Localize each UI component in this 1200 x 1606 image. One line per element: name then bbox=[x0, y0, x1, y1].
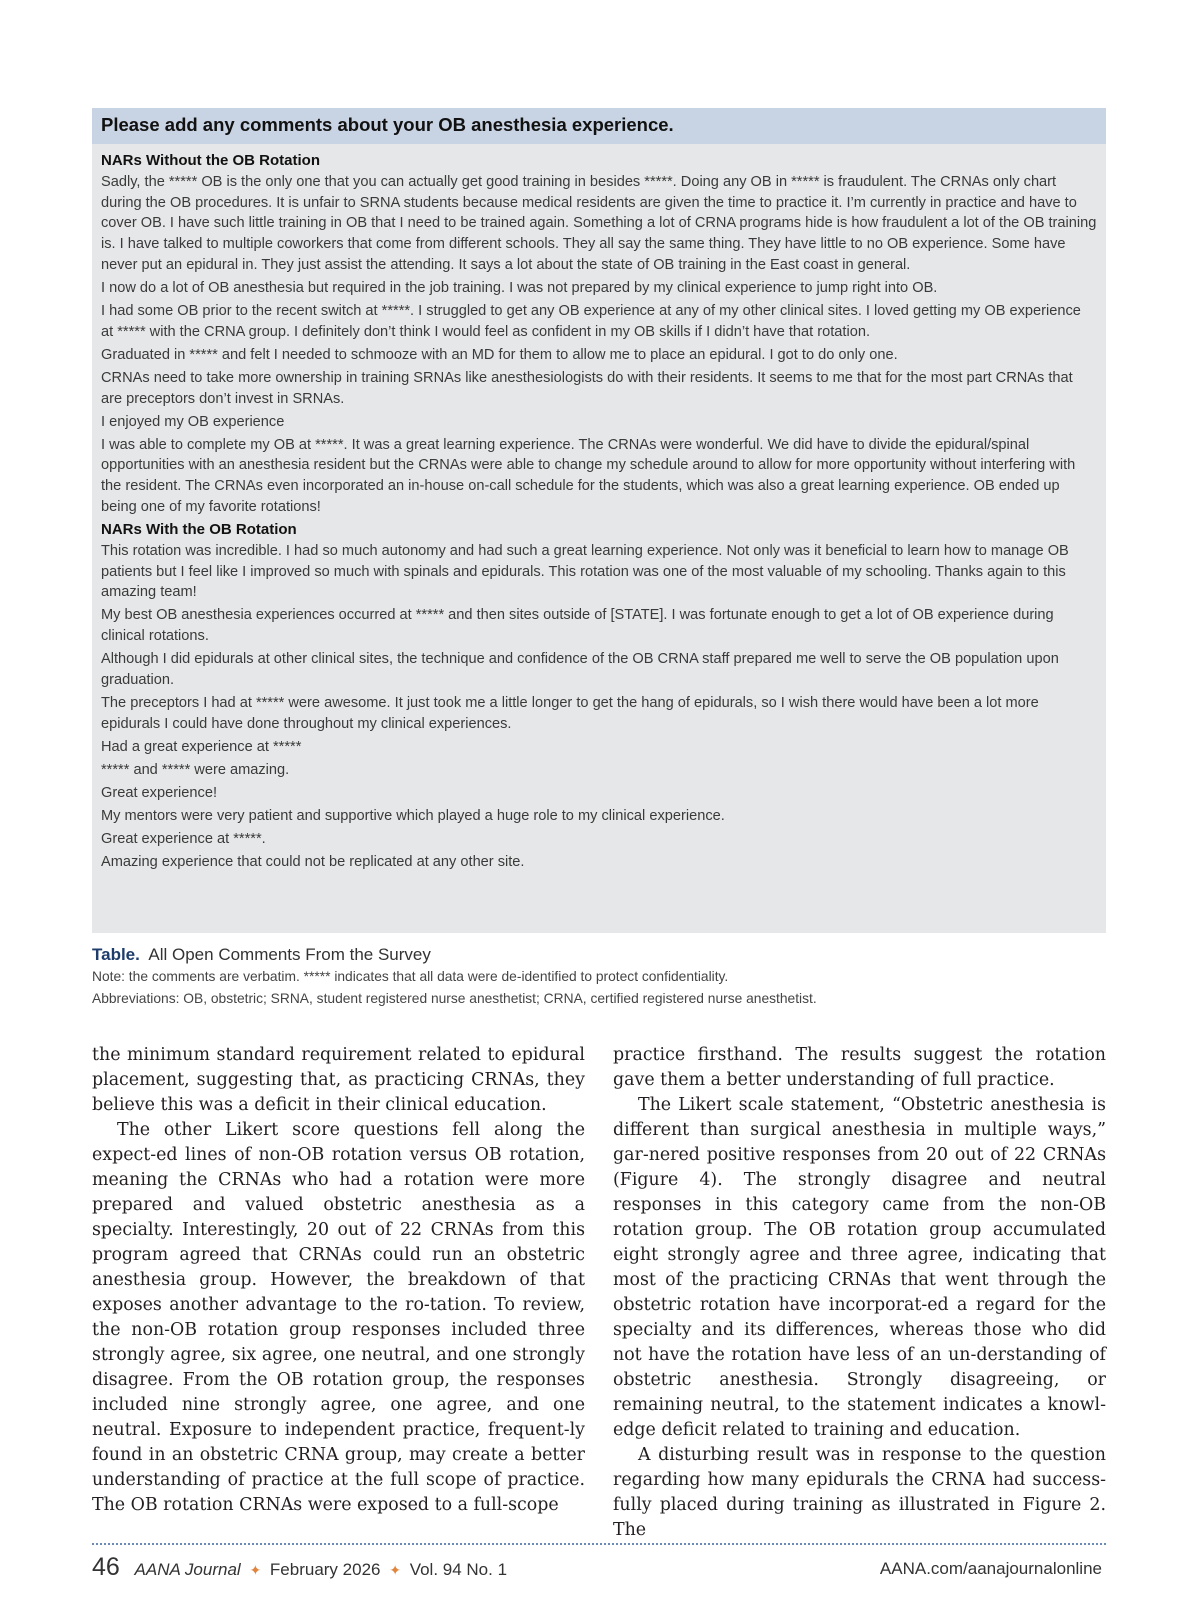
comment: The preceptors I had at ***** were awesome. It just took me a little longer to get the hang of epidurals, so I wish there would have been a lot more epidurals I could have done throughout my clinical experiences. bbox=[101, 695, 1039, 732]
comment: Great experience at *****. bbox=[101, 831, 266, 848]
issue-date: February 2026 bbox=[269, 1560, 381, 1579]
comment: I now do a lot of OB anesthesia but required in the job training. I was not prepared by my clinical experience to jump right into OB. bbox=[101, 279, 938, 296]
page-footer bbox=[92, 1553, 1106, 1583]
volume-number: Vol. 94 No. 1 bbox=[409, 1560, 508, 1579]
paragraph: The Likert scale statement, “Obstetric anesthesia is different than surgical anesthesia in multiple ways,” gar-nered positive responses from 20 out of 22 CRNAs (Figure 4). The strongly disagree and neutral responses in this category came from the non-OB rotation group. The OB rotation group accumulated eight strongly agree and three agree, indicating that most of the practicing CRNAs that went through the obstetric rotation have incorporat-ed a regard for the specialty and its differences, whereas those who did not have the rotation have less of an un-derstanding of obstetric anesthesia. Strongly disagreeing, or remaining neutral, to the statement indicates a knowl-edge deficit related to training and education. bbox=[613, 1095, 1106, 1440]
caption-title bbox=[92, 944, 1106, 966]
comment: Sadly, the ***** OB is the only one that you can actually get good training in besides *****. Doing any OB in ***** is fraudulent. The CRNAs only chart during the OB procedures. It is unfair to SRNA students because medical residents are given the time to practice it. I’m currently in practice and have to cover OB. I have such little training in OB that I need to be trained again. Something a lot of CRNA programs hide is how fraudulent a lot of the OB training is. I have talked to multiple coworkers that come from different schools. They all say the same thing. They have little to no OB experience. Some have never put an epidural in. They just assist the attending. It says a lot about the state of OB training in the East coast in general. bbox=[101, 174, 1097, 273]
caption-abbreviations: Abbreviations: OB, obstetric; SRNA, student registered nurse anesthetist; CRNA, certified registered nurse anesthetist. bbox=[92, 991, 817, 1006]
footer-divider bbox=[92, 1543, 1106, 1545]
comment: CRNAs need to take more ownership in training SRNAs like anesthesiologists do with their residents. It seems to me that for the most part CRNAs that are preceptors don’t invest in SRNAs. bbox=[101, 369, 1073, 407]
comment: I enjoyed my OB experience bbox=[101, 413, 285, 430]
table-body bbox=[92, 144, 1106, 873]
table-caption bbox=[92, 944, 1106, 1010]
comment: Although I did epidurals at other clinical sites, the technique and confidence of the OB CRNA staff prepared me well to serve the OB population upon graduation. bbox=[101, 651, 1059, 688]
group-title-with-rotation: NARs With the OB Rotation bbox=[101, 520, 297, 538]
comment: Amazing experience that could not be replicated at any other site. bbox=[101, 854, 525, 871]
comment: I had some OB prior to the recent switch at *****. I struggled to get any OB experience at any of my other clinical sites. I loved getting my OB experience at ***** with the CRNA group. I definitely don’t think I would feel as confident in my OB skills if I didn’t have that rotation. bbox=[101, 303, 1081, 340]
page-number: 46 bbox=[92, 1553, 120, 1581]
comment: This rotation was incredible. I had so much autonomy and had such a great learning experience. Not only was it beneficial to learn how to manage OB patients but I feel like I improved so much with spinals and epidurals. This rotation was one of the most valuable of my schooling. Thanks again to this amazing team! bbox=[101, 542, 1069, 601]
comment: Graduated in ***** and felt I needed to schmooze with an MD for them to allow me to place an epidural. I got to do only one. bbox=[101, 346, 898, 363]
body-column-right bbox=[613, 1043, 1106, 1543]
comment: My mentors were very patient and supportive which played a huge role to my clinical experience. bbox=[101, 808, 725, 825]
comment: Had a great experience at ***** bbox=[101, 738, 302, 755]
caption-text: All Open Comments From the Survey bbox=[148, 945, 431, 964]
group-title-without-rotation: NARs Without the OB Rotation bbox=[101, 152, 321, 169]
table-header: Please add any comments about your OB anesthesia experience. bbox=[92, 108, 1106, 144]
caption-note: Note: the comments are verbatim. ***** indicates that all data were de-identified to protect confidentiality. bbox=[92, 969, 729, 984]
comment: ***** and ***** were amazing. bbox=[101, 761, 290, 778]
paragraph: practice firsthand. The results suggest the rotation gave them a better understanding of full practice. bbox=[613, 1045, 1106, 1090]
diamond-icon: ✦ bbox=[389, 1562, 401, 1578]
body-column-left bbox=[92, 1043, 585, 1518]
paragraph: The other Likert score questions fell along the expect-ed lines of non-OB rotation versus OB rotation, meaning the CRNAs who had a rotation were more prepared and valued obstetric anesthesia as a specialty. Interestingly, 20 out of 22 CRNAs from this program agreed that CRNAs could run an obstetric anesthesia group. However, the breakdown of that exposes another advantage to the ro-tation. To review, the non-OB rotation group responses included three strongly agree, six agree, one neutral, and one strongly disagree. From the OB rotation group, the responses included nine strongly agree, one agree, and one neutral. Exposure to independent practice, frequent-ly found in an obstetric CRNA group, may create a better understanding of practice at the full scope of practice. The OB rotation CRNAs were exposed to a full-scope bbox=[92, 1120, 585, 1515]
paragraph: the minimum standard requirement related to epidural placement, suggesting that, as practicing CRNAs, they believe this was a deficit in their clinical education. bbox=[92, 1045, 585, 1115]
journal-name: AANA Journal bbox=[134, 1560, 241, 1579]
comment: Great experience! bbox=[101, 785, 218, 802]
comment: My best OB anesthesia experiences occurred at ***** and then sites outside of [STATE]. I was fortunate enough to get a lot of OB experience during clinical rotations. bbox=[101, 607, 1054, 645]
footer-citation bbox=[92, 1553, 507, 1582]
caption-label: Table. bbox=[92, 945, 140, 964]
journal-url[interactable]: AANA.com/aanajournalonline bbox=[879, 1559, 1102, 1578]
comments-table bbox=[92, 108, 1106, 933]
paragraph: A disturbing result was in response to the question regarding how many epidurals the CRNA had success-fully placed during training as illustrated in Figure 2. The bbox=[613, 1445, 1106, 1540]
comment: I was able to complete my OB at *****. It was a great learning experience. The CRNAs were wonderful. We did have to divide the epidural/spinal opportunities with an anesthesia resident but the CRNAs were able to change my schedule around to allow for more opportunity without interfering with the resident. The CRNAs even incorporated an in-house on-call schedule for the students, which was also a great learning experience. OB ended up being one of my favorite rotations! bbox=[101, 436, 1076, 515]
diamond-icon: ✦ bbox=[249, 1562, 262, 1578]
